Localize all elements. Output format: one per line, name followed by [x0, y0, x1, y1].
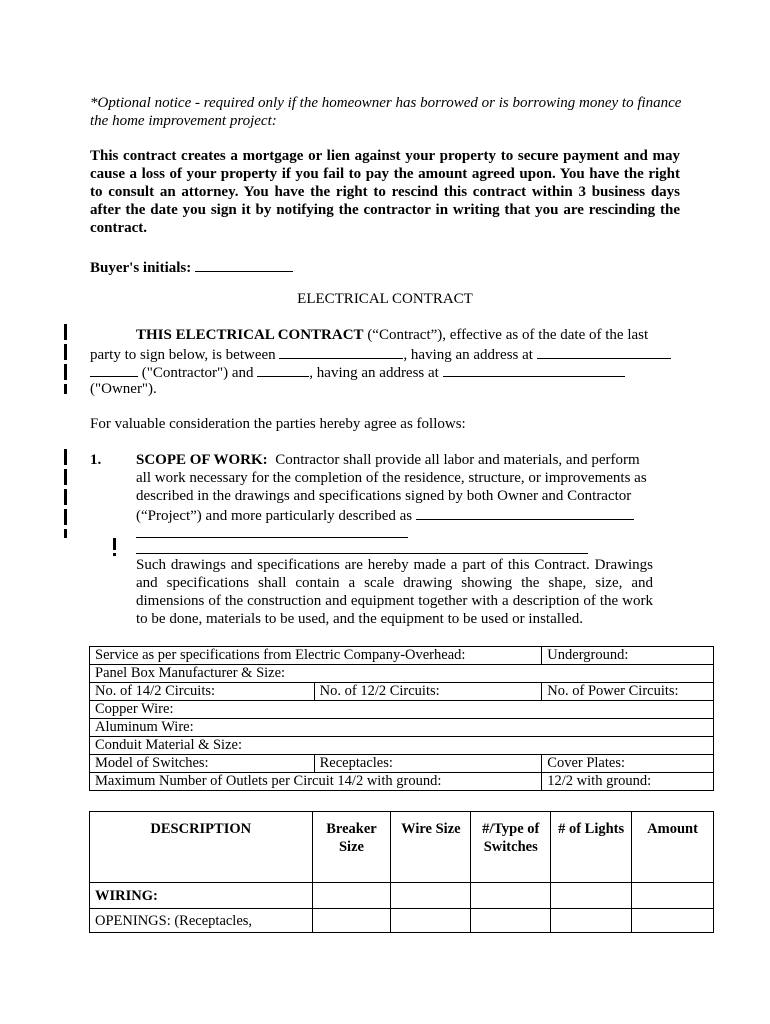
circuits-12-2-cell[interactable]: No. of 12/2 Circuits: [314, 683, 542, 701]
section-1-paragraph-2: Such drawings and specifications are hereby made a part of this Contract. Drawings and specifications shall contain a scale drawing showing the shape, size, and dimensions of the construction and equipment together with a description of the work to be done, materials to be used, and the equipment to be used or installed. [136, 557, 653, 627]
table-cell[interactable] [632, 883, 714, 909]
change-bar [64, 449, 67, 465]
buyer-initials [90, 257, 293, 277]
copper-wire-cell[interactable]: Copper Wire: [90, 701, 714, 719]
table-cell[interactable] [312, 883, 391, 909]
project-description-blank-3[interactable] [136, 553, 588, 554]
section-1-line-1: SCOPE OF WORK: Contractor shall provide all labor and materials, and perform [136, 452, 640, 468]
table-cell[interactable] [471, 883, 551, 909]
conduit-cell[interactable]: Conduit Material & Size: [90, 737, 714, 755]
change-bar [64, 489, 67, 505]
header-amount: Amount [632, 812, 714, 883]
header-lights: # of Lights [551, 812, 632, 883]
section-1-line-3: described in the drawings and specifications signed by both Owner and Contractor [136, 488, 632, 504]
change-bar [64, 529, 67, 538]
section-1-line-4: (“Project”) and more particularly described as [136, 505, 634, 525]
ground-12-2-cell[interactable]: 12/2 with ground: [542, 773, 714, 791]
table-cell[interactable] [391, 909, 471, 933]
power-circuits-cell[interactable]: No. of Power Circuits: [542, 683, 714, 701]
table-cell[interactable] [312, 909, 391, 933]
contractor-name-blank[interactable] [279, 344, 403, 359]
table-row [90, 909, 714, 933]
document-title: ELECTRICAL CONTRACT [297, 291, 473, 307]
max-outlets-cell[interactable]: Maximum Number of Outlets per Circuit 14/2 with ground: [90, 773, 542, 791]
description-table [89, 811, 714, 933]
change-bar [64, 364, 67, 380]
table-cell[interactable] [551, 909, 632, 933]
intro-line-4: ("Owner"). [90, 381, 157, 397]
header-wire-size: Wire Size [391, 812, 471, 883]
table-cell[interactable] [471, 909, 551, 933]
change-bar [64, 344, 67, 360]
intro-line-1: THIS ELECTRICAL CONTRACT (“Contract”), effective as of the date of the last [136, 327, 649, 343]
optional-notice: *Optional notice - required only if the homeowner has borrowed or is borrowing money to finance the home improvement project: [90, 95, 682, 129]
table-cell[interactable] [391, 883, 471, 909]
table-cell[interactable] [632, 909, 714, 933]
buyer-initials-blank[interactable] [195, 257, 293, 272]
intro-line-2: party to sign below, is between , having an address at [90, 344, 671, 364]
specifications-table [89, 646, 714, 791]
table-row [90, 883, 714, 909]
buyer-initials-label: Buyer's initials: [90, 260, 192, 276]
change-bar [64, 509, 67, 525]
panel-box-cell[interactable]: Panel Box Manufacturer & Size: [90, 665, 714, 683]
aluminum-wire-cell[interactable]: Aluminum Wire: [90, 719, 714, 737]
header-switches: #/Type of Switches [471, 812, 551, 883]
service-cell[interactable]: Service as per specifications from Electric Company-Overhead: [90, 647, 542, 665]
contractor-address-blank[interactable] [537, 344, 671, 359]
contractor-address-blank-2[interactable] [90, 362, 138, 377]
owner-name-blank[interactable] [257, 362, 309, 377]
change-bar [113, 553, 116, 556]
section-1-number: 1. [90, 452, 102, 468]
intro-bold-lead: THIS ELECTRICAL CONTRACT [136, 327, 364, 343]
intro-line-3: ("Contractor") and , having an address at [90, 362, 625, 382]
header-breaker-size: Breaker Size [312, 812, 391, 883]
header-description: DESCRIPTION [90, 812, 313, 883]
section-1-line-2: all work necessary for the completion of the residence, structure, or improvements as [136, 470, 647, 486]
project-description-blank-2[interactable] [136, 537, 408, 538]
owner-address-blank[interactable] [443, 362, 625, 377]
switches-model-cell[interactable]: Model of Switches: [90, 755, 315, 773]
underground-cell[interactable]: Underground: [542, 647, 714, 665]
change-bar [64, 324, 67, 340]
section-1-heading: SCOPE OF WORK: [136, 452, 268, 468]
circuits-14-2-cell[interactable]: No. of 14/2 Circuits: [90, 683, 315, 701]
row-label: OPENINGS: (Receptacles, [90, 909, 313, 933]
change-bar [64, 384, 67, 394]
change-bar [64, 469, 67, 485]
lien-notice: This contract creates a mortgage or lien against your property to secure payment and may cause a loss of your property if you fail to pay the amount agreed upon. You have the right to consult an attorney. You have the right to rescind this contract within 3 business days after the date you sign it by notifying the contractor in writing that you are rescinding the contract. [90, 148, 680, 236]
change-bar [113, 538, 116, 550]
receptacles-cell[interactable]: Receptacles: [314, 755, 542, 773]
consideration-text: For valuable consideration the parties hereby agree as follows: [90, 416, 466, 432]
cover-plates-cell[interactable]: Cover Plates: [542, 755, 714, 773]
row-label: WIRING: [90, 883, 313, 909]
table-cell[interactable] [551, 883, 632, 909]
project-description-blank[interactable] [416, 505, 634, 520]
